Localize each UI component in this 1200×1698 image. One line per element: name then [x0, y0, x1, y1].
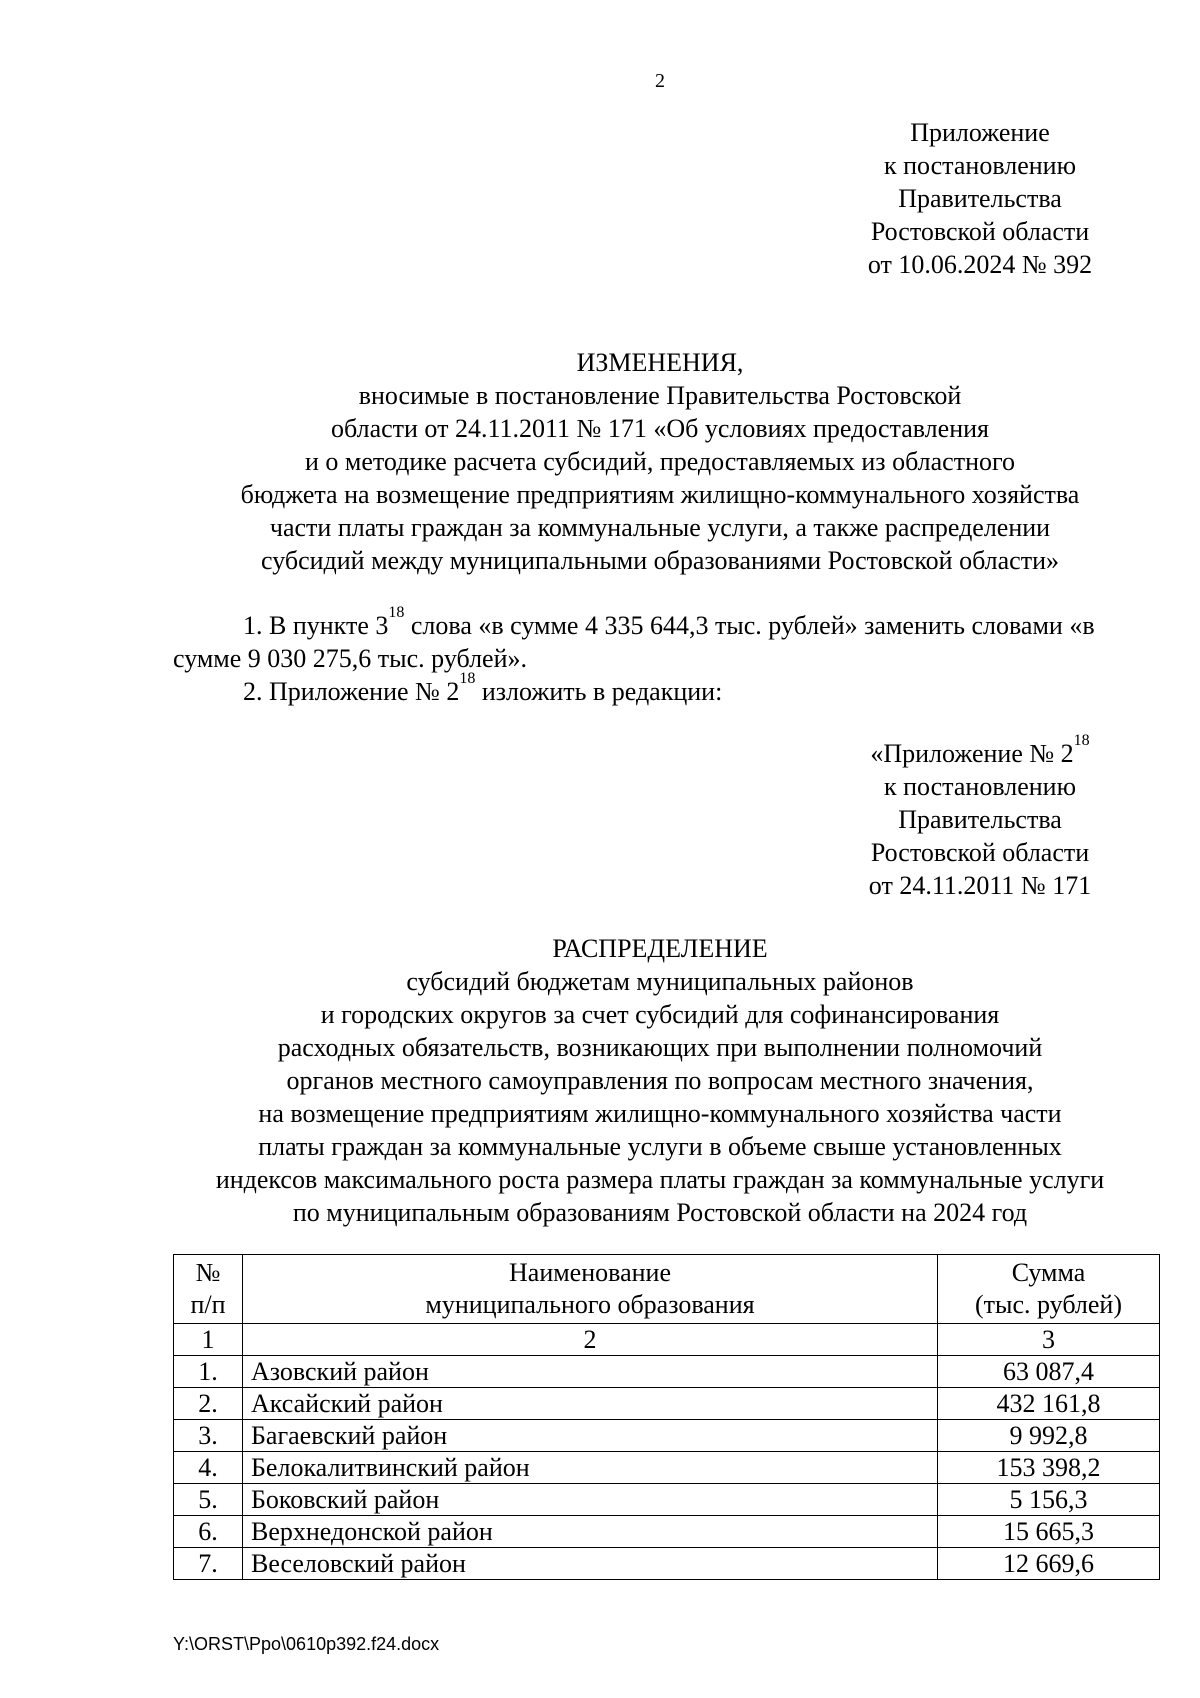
- row-municipality: Белокалитвинский район: [243, 1452, 938, 1484]
- row-number: 7.: [174, 1548, 243, 1580]
- row-number: 6.: [174, 1516, 243, 1548]
- table-row: [174, 1452, 1160, 1484]
- appendix-line: Ростовской области: [870, 838, 1090, 867]
- table-row: [174, 1484, 1160, 1516]
- row-sum: 15 665,3: [938, 1516, 1160, 1548]
- table-header-row: [174, 1255, 1160, 1324]
- amendment-item-2: 2. Приложение № $2^{18}$ изложить в редакции:: [243, 670, 723, 706]
- distribution-table: [173, 1254, 1160, 1580]
- distribution-subtitle-line: субсидий бюджетам муниципальных районов: [406, 967, 914, 996]
- row-number: 3.: [174, 1420, 243, 1452]
- row-sum: 12 669,6: [938, 1548, 1160, 1580]
- appendix-line: Ростовской области: [870, 217, 1090, 246]
- amendment-items: [173, 604, 1163, 708]
- distribution-subtitle-line: органов местного самоуправления по вопросам местного значения,: [286, 1066, 1034, 1095]
- distribution-title: РАСПРЕДЕЛЕНИЕ: [552, 934, 768, 963]
- changes-title: ИЗМЕНЕНИЯ,: [576, 348, 744, 377]
- distribution-subtitle-line: по муниципальным образованиям Ростовской области на 2024 год: [292, 1198, 1028, 1227]
- table-row: [174, 1516, 1160, 1548]
- row-municipality: Азовский район: [243, 1356, 938, 1388]
- inner-appendix-header: [830, 732, 1130, 902]
- row-number: 5.: [174, 1484, 243, 1516]
- distribution-heading: [160, 932, 1160, 1229]
- table-row: [174, 1356, 1160, 1388]
- page-number: 2: [655, 70, 665, 92]
- row-municipality: Боковский район: [243, 1484, 938, 1516]
- header-num: № п/п: [174, 1255, 243, 1324]
- row-sum: 432 161,8: [938, 1388, 1160, 1420]
- table-index-row: 1 2 3: [174, 1324, 1160, 1356]
- file-path-footer: Y:\ORST\Ppo\0610p392.f24.docx: [173, 1634, 440, 1654]
- distribution-subtitle-line: расходных обязательств, возникающих при выполнении полномочий: [277, 1033, 1043, 1062]
- row-municipality: Аксайский район: [243, 1388, 938, 1420]
- changes-subtitle-line: части платы граждан за коммунальные услуги, а также распределении: [269, 513, 1051, 542]
- appendix-line: Приложение: [910, 118, 1050, 147]
- row-number: 4.: [174, 1452, 243, 1484]
- row-number: 1.: [174, 1356, 243, 1388]
- changes-heading: [160, 346, 1160, 577]
- appendix-line: к постановлению: [883, 151, 1077, 180]
- distribution-subtitle-line: индексов максимального роста размера платы граждан за коммунальные услуги: [215, 1165, 1105, 1194]
- changes-subtitle-line: и о методике расчета субсидий, предоставляемых из областного: [304, 447, 1016, 476]
- row-sum: 63 087,4: [938, 1356, 1160, 1388]
- amendment-item-1: 1. В пункте $3^{18}$ слова «в сумме 4 335 644,3 тыс. рублей» заменить словами «в сумме 9 030 275,6 тыс. рублей».: [173, 604, 1095, 673]
- changes-subtitle-line: субсидий между муниципальными образованиями Ростовской области»: [261, 546, 1059, 575]
- header-name: Наименование муниципального образования: [243, 1255, 938, 1324]
- changes-subtitle-line: бюджета на возмещение предприятиям жилищно-коммунального хозяйства: [240, 480, 1080, 509]
- table-row: [174, 1388, 1160, 1420]
- table-row: [174, 1548, 1160, 1580]
- appendix-line: от 24.11.2011 № 171: [868, 871, 1092, 900]
- row-municipality: Веселовский район: [243, 1548, 938, 1580]
- header-sum: Сумма (тыс. рублей): [938, 1255, 1160, 1324]
- changes-subtitle-line: вносимые в постановление Правительства Ростовской: [358, 381, 962, 410]
- distribution-subtitle-line: и городских округов за счет субсидий для софинансирования: [320, 1000, 1000, 1029]
- row-sum: 5 156,3: [938, 1484, 1160, 1516]
- row-sum: 153 398,2: [938, 1452, 1160, 1484]
- appendix-line: Правительства: [898, 184, 1062, 213]
- row-sum: 9 992,8: [938, 1420, 1160, 1452]
- appendix-line: к постановлению: [883, 772, 1077, 801]
- table-row: [174, 1420, 1160, 1452]
- row-municipality: Багаевский район: [243, 1420, 938, 1452]
- row-municipality: Верхнедонской район: [243, 1516, 938, 1548]
- appendix-line: «Приложение № $2^{18}$: [870, 732, 1090, 768]
- distribution-subtitle-line: на возмещение предприятиям жилищно-коммунального хозяйства части: [258, 1099, 1062, 1128]
- appendix-line: Правительства: [898, 805, 1062, 834]
- appendix-header: [830, 116, 1130, 281]
- distribution-subtitle-line: платы граждан за коммунальные услуги в объеме свыше установленных: [258, 1132, 1062, 1161]
- row-number: 2.: [174, 1388, 243, 1420]
- appendix-line: от 10.06.2024 № 392: [867, 250, 1093, 279]
- changes-subtitle-line: области от 24.11.2011 № 171 «Об условиях предоставления: [331, 414, 989, 443]
